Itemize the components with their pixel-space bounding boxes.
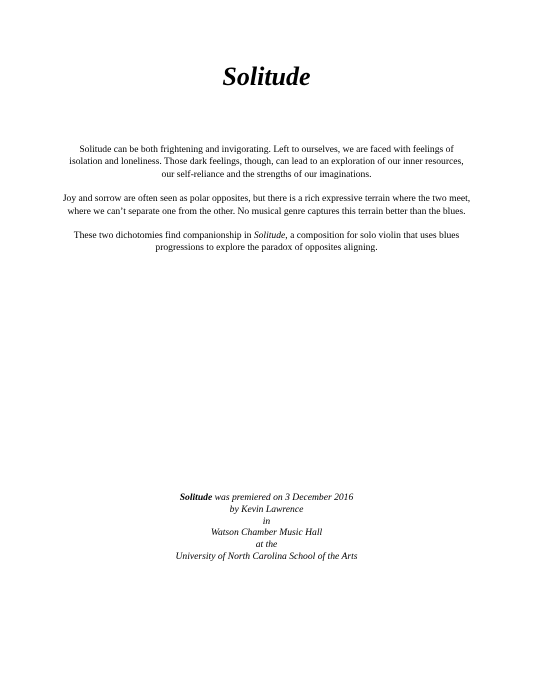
paragraph-1-line-2: isolation and loneliness. Those dark feelings, though, can lead to an exploration of our inner resources, [69,156,464,168]
paragraph-3-line-2: progressions to explore the paradox of opposites aligning. [155,242,378,254]
paragraph-3-line-1 [50,230,483,242]
credits-work-title: Solitude [179,492,213,503]
paragraph-1-line-3: our self-reliance and the strengths of our imaginations. [161,168,372,180]
paragraph-1 [50,144,483,181]
credits-at: at the [255,539,278,551]
paragraph-3-text-after: , a composition for solo violin that uses blues [285,230,460,242]
credits-institution: University of North Carolina School of the Arts [175,550,358,562]
paragraph-1-line-1: Solitude can be both frightening and invigorating. Left to ourselves, we are faced with feelings of [79,144,454,155]
paragraph-3 [50,230,483,255]
credits-venue: Watson Chamber Music Hall [210,527,323,539]
paragraph-3-work-title: Solitude [253,230,286,242]
credits-performer: by Kevin Lawrence [229,503,304,515]
premiere-credits [0,492,533,563]
paragraph-2-line-2: where we can’t separate one from the other. No musical genre captures this terrain better than the blues. [67,205,466,217]
document-title: Solitude [222,62,311,91]
credits-in: in [262,515,271,527]
document-body [50,144,483,267]
paragraph-2 [50,193,483,218]
paragraph-3-text-before: These two dichotomies find companionship in [73,230,254,242]
credits-premiere-text: was premiered on 3 December 2016 [212,492,354,503]
credits-premiere-line [0,492,533,504]
paragraph-2-line-1: Joy and sorrow are often seen as polar opposites, but there is a rich expressive terrain where the two meet, [62,193,471,205]
